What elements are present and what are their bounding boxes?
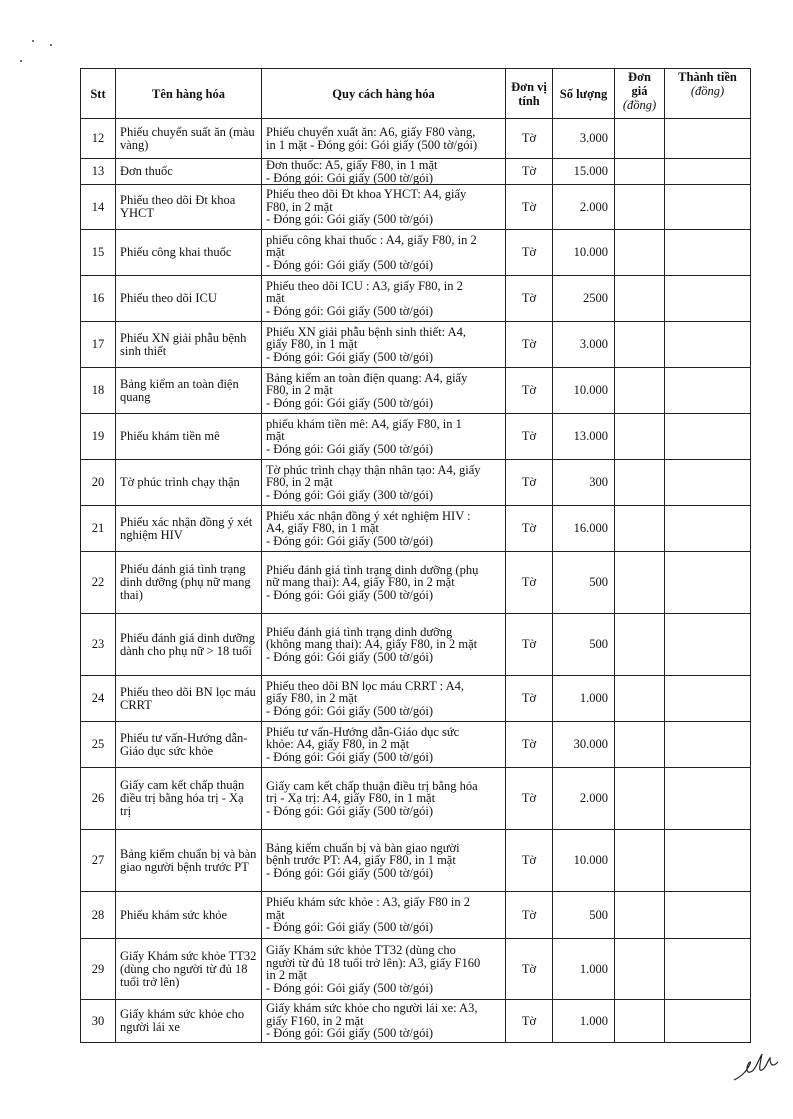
cell-name: Giấy cam kết chấp thuận điều trị bằng hóa trị - Xạ trị — [116, 768, 262, 830]
spec-line: in 2 mặt — [266, 968, 307, 982]
spec-line: trị - Xạ trị: A4, giấy F80, in 1 mặt — [266, 791, 436, 806]
cell-total — [665, 892, 751, 939]
cell-stt: 23 — [81, 614, 116, 676]
cell-unit: Tờ — [506, 939, 553, 1000]
table-row — [81, 768, 751, 830]
spec-line: Phiếu chuyển xuất ăn: A6, giấy F80 vàng, — [266, 125, 476, 139]
cell-spec — [262, 185, 506, 230]
cell-name: Phiếu công khai thuốc — [116, 230, 262, 276]
scan-dot — [50, 44, 52, 46]
cell-price — [615, 1000, 665, 1043]
cell-qty: 500 — [553, 892, 615, 939]
cell-qty: 3.000 — [553, 119, 615, 159]
spec-line: Đơn thuốc: A5, giấy F80, in 1 mặt — [266, 158, 438, 172]
cell-price — [615, 939, 665, 1000]
spec-line: Bảng kiểm chuẩn bị và bàn giao người — [266, 840, 460, 855]
cell-qty: 500 — [553, 552, 615, 614]
header-price-label: Đơn giá — [628, 70, 651, 98]
scan-dot — [20, 60, 22, 62]
spec-line: Tờ phúc trình chạy thận nhân tạo: A4, giấy — [266, 462, 481, 477]
cell-spec — [262, 119, 506, 159]
spec-line: Giấy Khám sức khỏe TT32 (dùng cho — [266, 943, 456, 957]
cell-qty: 10.000 — [553, 230, 615, 276]
spec-line: - Đóng gói: Gói giấy (500 tờ/gói) — [266, 920, 434, 935]
spec-line: Phiếu tư vấn-Hướng dẫn-Giáo dục sức — [266, 724, 460, 739]
cell-name: Phiếu theo dõi ICU — [116, 276, 262, 322]
cell-unit: Tờ — [506, 119, 553, 159]
cell-unit: Tờ — [506, 506, 553, 552]
cell-unit: Tờ — [506, 614, 553, 676]
spec-line: Phiếu theo dõi BN lọc máu CRRT : A4, — [266, 678, 464, 693]
cell-name: Phiếu đánh giá tình trạng dinh dưỡng (phụ nữ mang thai) — [116, 552, 262, 614]
table-row — [81, 722, 751, 768]
cell-stt: 13 — [81, 159, 116, 185]
header-total-unit: (đồng) — [690, 84, 725, 98]
cell-price — [615, 185, 665, 230]
table-row — [81, 1000, 751, 1043]
header-stt: Stt — [81, 69, 116, 119]
cell-price — [615, 676, 665, 722]
cell-price — [615, 506, 665, 552]
cell-total — [665, 939, 751, 1000]
cell-name: Phiếu tư vấn-Hướng dẫn-Giáo dục sức khỏe — [116, 722, 262, 768]
cell-unit: Tờ — [506, 1000, 553, 1043]
cell-stt: 29 — [81, 939, 116, 1000]
header-price-unit: (đồng) — [622, 98, 657, 112]
spec-line: - Đóng gói: Gói giấy (500 tờ/gói) — [266, 170, 434, 185]
table-row — [81, 892, 751, 939]
cell-stt: 27 — [81, 830, 116, 892]
spec-line: A4, giấy F80, in 1 mặt — [266, 521, 379, 536]
table-row — [81, 414, 751, 460]
spec-line: in 1 mặt - Đóng gói: Gói giấy (500 tờ/gói) — [266, 137, 478, 152]
table-row — [81, 676, 751, 722]
header-name: Tên hàng hóa — [116, 69, 262, 119]
cell-price — [615, 159, 665, 185]
spec-line: Phiếu theo dõi ICU : A3, giấy F80, in 2 — [266, 278, 463, 293]
cell-price — [615, 322, 665, 368]
spec-line: F80, in 2 mặt — [266, 475, 333, 490]
cell-unit: Tờ — [506, 276, 553, 322]
spec-line: nữ mang thai): A4, giấy F80, in 2 mặt — [266, 575, 455, 590]
spec-line: - Đóng gói: Gói giấy (500 tờ/gói) — [266, 865, 434, 880]
table-row — [81, 506, 751, 552]
cell-price — [615, 768, 665, 830]
cell-unit: Tờ — [506, 676, 553, 722]
spec-line: mặt — [266, 291, 285, 306]
cell-price — [615, 460, 665, 506]
cell-qty: 15.000 — [553, 159, 615, 185]
spec-line: - Đóng gói: Gói giấy (500 tờ/gói) — [266, 212, 434, 227]
cell-spec — [262, 276, 506, 322]
cell-total — [665, 552, 751, 614]
cell-total — [665, 185, 751, 230]
table-header — [81, 69, 751, 119]
cell-total — [665, 1000, 751, 1043]
cell-qty: 10.000 — [553, 368, 615, 414]
cell-stt: 21 — [81, 506, 116, 552]
cell-total — [665, 614, 751, 676]
cell-price — [615, 414, 665, 460]
spec-line: Giấy cam kết chấp thuận điều trị bằng hóa — [266, 778, 478, 793]
cell-stt: 20 — [81, 460, 116, 506]
cell-unit: Tờ — [506, 768, 553, 830]
table-row — [81, 276, 751, 322]
cell-spec — [262, 552, 506, 614]
spec-line: giấy F80, in 1 mặt — [266, 337, 358, 352]
cell-total — [665, 276, 751, 322]
cell-qty: 1.000 — [553, 676, 615, 722]
signature-mark — [732, 1050, 782, 1090]
cell-spec — [262, 768, 506, 830]
cell-unit: Tờ — [506, 830, 553, 892]
table-row — [81, 368, 751, 414]
cell-name: Phiếu khám tiền mê — [116, 414, 262, 460]
cell-unit: Tờ — [506, 460, 553, 506]
cell-stt: 14 — [81, 185, 116, 230]
spec-line: Giấy khám sức khỏe cho người lái xe: A3, — [266, 1001, 478, 1016]
cell-stt: 24 — [81, 676, 116, 722]
spec-line: - Đóng gói: Gói giấy (500 tờ/gói) — [266, 257, 434, 272]
header-qty: Số lượng — [553, 69, 615, 119]
spec-line: khỏe: A4, giấy F80, in 2 mặt — [266, 737, 410, 752]
cell-qty: 3.000 — [553, 322, 615, 368]
cell-total — [665, 830, 751, 892]
cell-stt: 30 — [81, 1000, 116, 1043]
cell-qty: 1.000 — [553, 939, 615, 1000]
spec-line: phiếu khám tiền mê: A4, giấy F80, in 1 — [266, 416, 462, 431]
cell-stt: 25 — [81, 722, 116, 768]
table-row — [81, 159, 751, 185]
cell-stt: 18 — [81, 368, 116, 414]
cell-name: Phiếu XN giải phẫu bệnh sinh thiết — [116, 322, 262, 368]
cell-unit: Tờ — [506, 892, 553, 939]
cell-spec — [262, 414, 506, 460]
spec-line: F80, in 2 mặt — [266, 199, 333, 214]
spec-line: - Đóng gói: Gói giấy (500 tờ/gói) — [266, 803, 434, 818]
cell-name: Phiếu theo dõi BN lọc máu CRRT — [116, 676, 262, 722]
spec-line: Phiếu theo dõi Đt khoa YHCT: A4, giấy — [266, 187, 467, 202]
cell-spec — [262, 368, 506, 414]
cell-stt: 22 — [81, 552, 116, 614]
cell-stt: 19 — [81, 414, 116, 460]
cell-price — [615, 892, 665, 939]
header-price — [615, 69, 665, 119]
cell-spec — [262, 892, 506, 939]
cell-name: Giấy khám sức khỏe cho người lái xe — [116, 1000, 262, 1043]
cell-name: Phiếu xác nhận đồng ý xét nghiệm HIV — [116, 506, 262, 552]
cell-price — [615, 230, 665, 276]
cell-spec — [262, 722, 506, 768]
spec-line: F80, in 2 mặt — [266, 383, 333, 398]
table-row — [81, 460, 751, 506]
cell-spec — [262, 939, 506, 1000]
cell-name: Bảng kiểm chuẩn bị và bàn giao người bệnh trước PT — [116, 830, 262, 892]
table-row — [81, 322, 751, 368]
cell-price — [615, 119, 665, 159]
cell-name: Phiếu khám sức khỏe — [116, 892, 262, 939]
spec-line: - Đóng gói: Gói giấy (500 tờ/gói) — [266, 303, 434, 318]
cell-total — [665, 506, 751, 552]
cell-total — [665, 368, 751, 414]
cell-name: Phiếu chuyển suất ăn (màu vàng) — [116, 119, 262, 159]
spec-line: người từ đủ 18 tuổi trở lên): A3, giấy F160 — [266, 955, 481, 970]
spec-line: Phiếu đánh giá tình trạng dinh dưỡng — [266, 624, 453, 639]
table-row — [81, 230, 751, 276]
spec-line: - Đóng gói: Gói giấy (500 tờ/gói) — [266, 1026, 434, 1041]
cell-name: Đơn thuốc — [116, 159, 262, 185]
header-total-label: Thành tiền — [678, 70, 737, 84]
spec-line: - Đóng gói: Gói giấy (500 tờ/gói) — [266, 749, 434, 764]
cell-price — [615, 830, 665, 892]
cell-total — [665, 230, 751, 276]
cell-total — [665, 159, 751, 185]
cell-spec — [262, 159, 506, 185]
cell-spec — [262, 322, 506, 368]
spec-line: mặt — [266, 429, 285, 444]
cell-unit: Tờ — [506, 322, 553, 368]
cell-name: Tờ phúc trình chạy thận — [116, 460, 262, 506]
cell-qty: 13.000 — [553, 414, 615, 460]
table-row — [81, 939, 751, 1000]
cell-stt: 26 — [81, 768, 116, 830]
cell-qty: 2500 — [553, 276, 615, 322]
cell-qty: 1.000 — [553, 1000, 615, 1043]
spec-line: Phiếu XN giải phẫu bệnh sinh thiết: A4, — [266, 324, 466, 339]
header-spec: Quy cách hàng hóa — [262, 69, 506, 119]
cell-unit: Tờ — [506, 230, 553, 276]
cell-qty: 10.000 — [553, 830, 615, 892]
spec-line: (không mang thai): A4, giấy F80, in 2 mặt — [266, 637, 478, 652]
cell-total — [665, 676, 751, 722]
cell-qty: 300 — [553, 460, 615, 506]
cell-name: Giấy Khám sức khỏe TT32 (dùng cho người từ đủ 18 tuổi trở lên) — [116, 939, 262, 1000]
cell-stt: 15 — [81, 230, 116, 276]
table-row — [81, 614, 751, 676]
cell-unit: Tờ — [506, 722, 553, 768]
spec-line: mặt — [266, 907, 285, 922]
cell-unit: Tờ — [506, 185, 553, 230]
cell-stt: 17 — [81, 322, 116, 368]
cell-total — [665, 119, 751, 159]
cell-unit: Tờ — [506, 368, 553, 414]
cell-spec — [262, 460, 506, 506]
spec-line: - Đóng gói: Gói giấy (500 tờ/gói) — [266, 587, 434, 602]
cell-name: Phiếu theo dõi Đt khoa YHCT — [116, 185, 262, 230]
cell-spec — [262, 830, 506, 892]
cell-stt: 16 — [81, 276, 116, 322]
cell-price — [615, 552, 665, 614]
spec-line: bệnh trước PT: A4, giấy F80, in 1 mặt — [266, 853, 456, 868]
cell-stt: 28 — [81, 892, 116, 939]
cell-qty: 30.000 — [553, 722, 615, 768]
spec-line: - Đóng gói: Gói giấy (500 tờ/gói) — [266, 703, 434, 718]
spec-line: giấy F80, in 2 mặt — [266, 691, 358, 706]
spec-line: - Đóng gói: Gói giấy (500 tờ/gói) — [266, 441, 434, 456]
cell-price — [615, 614, 665, 676]
cell-total — [665, 460, 751, 506]
cell-spec — [262, 1000, 506, 1043]
spec-line: - Đóng gói: Gói giấy (500 tờ/gói) — [266, 395, 434, 410]
table-row — [81, 830, 751, 892]
cell-spec — [262, 676, 506, 722]
cell-qty: 16.000 — [553, 506, 615, 552]
cell-name: Phiếu đánh giá dinh dưỡng dành cho phụ nữ > 18 tuổi — [116, 614, 262, 676]
cell-total — [665, 322, 751, 368]
cell-unit: Tờ — [506, 414, 553, 460]
table-row — [81, 552, 751, 614]
spec-line: phiếu công khai thuốc : A4, giấy F80, in 2 — [266, 232, 477, 247]
spec-line: - Đóng gói: Gói giấy (500 tờ/gói) — [266, 533, 434, 548]
cell-price — [615, 368, 665, 414]
cell-spec — [262, 230, 506, 276]
cell-qty: 500 — [553, 614, 615, 676]
table-row — [81, 185, 751, 230]
cell-name: Bảng kiểm an toàn điện quang — [116, 368, 262, 414]
cell-total — [665, 722, 751, 768]
header-total — [665, 69, 751, 119]
spec-line: Phiếu xác nhận đồng ý xét nghiệm HIV : — [266, 508, 471, 523]
cell-qty: 2.000 — [553, 768, 615, 830]
cell-unit: Tờ — [506, 159, 553, 185]
spec-line: Phiếu đánh giá tình trạng dinh dưỡng (phụ — [266, 562, 479, 577]
cell-total — [665, 414, 751, 460]
cell-total — [665, 768, 751, 830]
cell-spec — [262, 614, 506, 676]
spec-line: Bảng kiểm an toàn điện quang: A4, giấy — [266, 370, 468, 385]
spec-line: - Đóng gói: Gói giấy (500 tờ/gói) — [266, 349, 434, 364]
cell-unit: Tờ — [506, 552, 553, 614]
cell-stt: 12 — [81, 119, 116, 159]
table-row — [81, 119, 751, 159]
spec-line: mặt — [266, 245, 285, 260]
spec-line: Phiếu khám sức khỏe : A3, giấy F80 in 2 — [266, 895, 470, 910]
cell-spec — [262, 506, 506, 552]
header-unit: Đơn vị tính — [506, 69, 553, 119]
cell-price — [615, 276, 665, 322]
spec-line: giấy F160, in 2 mặt — [266, 1013, 364, 1028]
cell-qty: 2.000 — [553, 185, 615, 230]
cell-price — [615, 722, 665, 768]
spec-line: - Đóng gói: Gói giấy (500 tờ/gói) — [266, 980, 434, 995]
scan-dot — [32, 40, 34, 42]
goods-table — [80, 68, 751, 1043]
spec-line: - Đóng gói: Gói giấy (500 tờ/gói) — [266, 649, 434, 664]
spec-line: - Đóng gói: Gói giấy (300 tờ/gói) — [266, 487, 434, 502]
